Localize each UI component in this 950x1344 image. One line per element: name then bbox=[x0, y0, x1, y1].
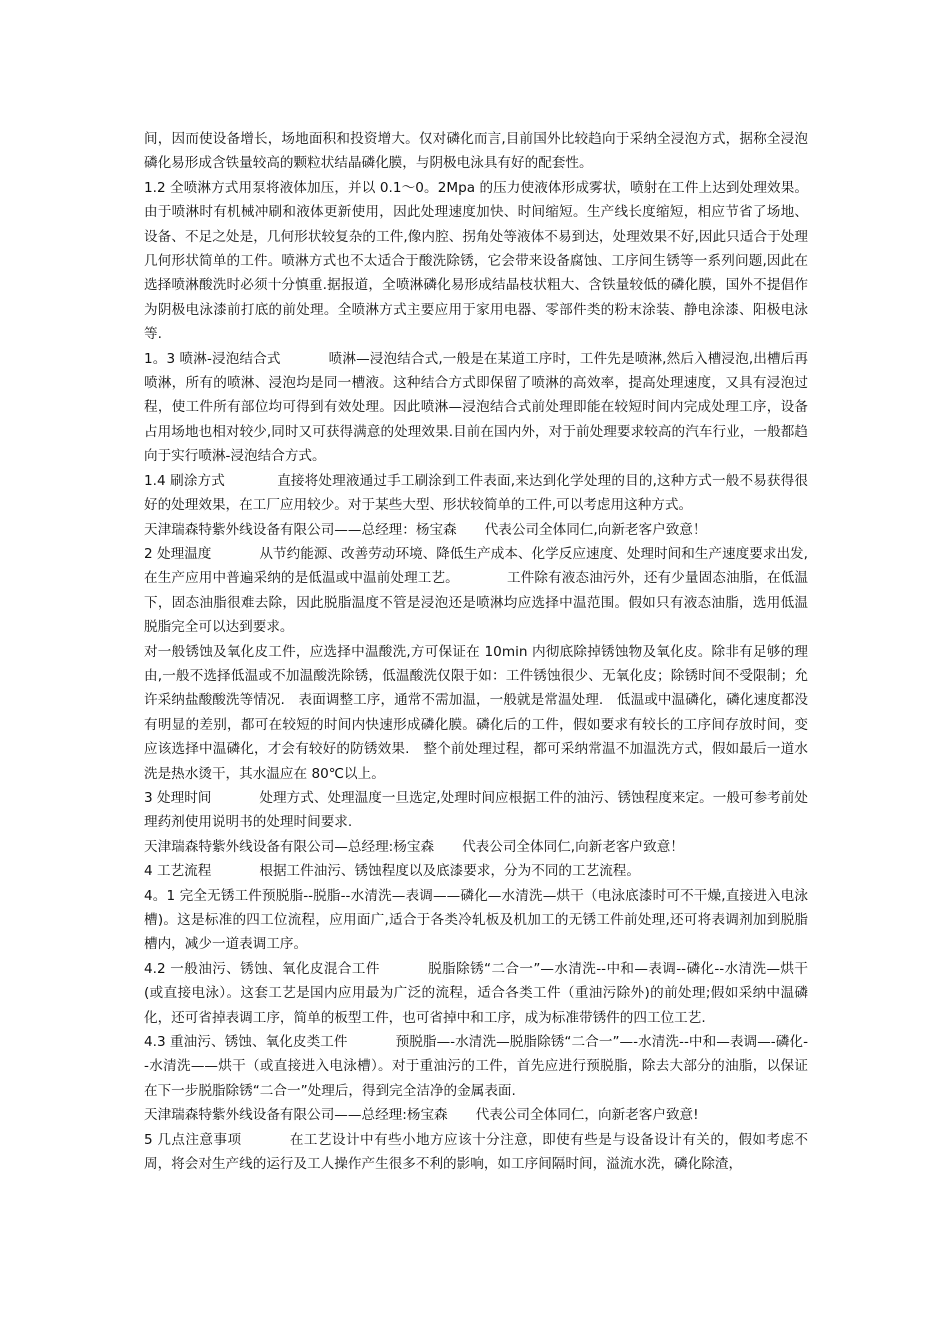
company-line: 天津瑞森特紫外线设备有限公司——总经理：杨宝森 bbox=[144, 521, 457, 538]
paragraph-text: 对一般锈蚀及氧化皮工件，应选择中温酸洗,方可保证在 10min 内彻底除掉锈蚀物及氧化皮。除非有足够的理由,一般不选择低温或不加温酸洗除锈，低温酸洗仅限于如：工件锈蚀很少、无氧化皮；除锈时间不受限制；允许采纳盐酸酸洗等情况. 表面调整工序，通常不需加温，一般就是常温处理. 低温或中温磷化，磷化速度都没有明显的差别，都可在较短的时间内快速形成磷化膜。磷化后的工件，假如要求有较长的工序间存放时间，变应该选择中温磷化，才会有较好的防锈效果. 整个前处理过程，都可采纳常温不加温洗方式，假如最后一道水洗是热水烫干，其水温应在 80℃以上。 bbox=[144, 643, 808, 782]
paragraph-flow-4-3 bbox=[144, 1030, 808, 1103]
paragraph-text: 喷淋—浸泡结合式,一般是在某道工序时，工件先是喷淋,然后入槽浸泡,出槽后再喷淋，所有的喷淋、浸泡均是同一槽液。这种结合方式即保留了喷淋的高效率，提高处理速度，又具有浸泡过程，使工件所有部位均可得到有效处理。因此喷淋—浸泡结合式前处理即能在较短时间内完成处理工序，设备占用场地也相对较少,同时又可获得满意的处理效果.目前在国内外，对于前处理要求较高的汽车行业，一般都趋向于实行喷淋-浸泡结合方式。 bbox=[144, 350, 808, 465]
section-heading: 2 处理温度 bbox=[144, 545, 212, 562]
paragraph-flow-4-1 bbox=[144, 884, 808, 957]
paragraph-text: 在工艺设计中有些小地方应该十分注意，即使有些是与设备设计有关的，假如考虑不周，将会对生产线的运行及工人操作产生很多不利的影响，如工序间隔时间，溢流水洗，磷化除渣， bbox=[144, 1131, 808, 1173]
paragraph-process-flow bbox=[144, 859, 808, 883]
section-heading: 1。3 喷淋-浸泡结合式 bbox=[144, 350, 281, 367]
greeting-text: 代表公司全体同仁，向新老客户致意! bbox=[475, 1107, 699, 1124]
paragraph-flow-4-2 bbox=[144, 957, 808, 1030]
section-heading: 1.4 刷涂方式 bbox=[144, 472, 226, 489]
paragraph-text: 间，因而使设备增长，场地面积和投资增大。仅对磷化而言,目前国外比较趋向于采纳全浸泡方式，据称全浸泡磷化易形成含铁量较高的颗粒状结晶磷化膜，与阴极电泳具有好的配套性。 bbox=[144, 131, 808, 172]
paragraph-pickling bbox=[144, 640, 808, 786]
paragraph-spray-immersion bbox=[144, 347, 808, 469]
paragraph-notes bbox=[144, 1128, 808, 1177]
company-greeting-3 bbox=[144, 1103, 808, 1127]
paragraph-text: 脱脂除锈“二合一”—水清洗--中和—表调--磷化--水清洗—烘干(或直接电泳）。这套工艺是国内应用最为广泛的流程，适合各类工件（重油污除外)的前处理;假如采纳中温磷化，还可省掉表调工序，简单的板型工件，也可省掉中和工序，成为标准带锈件的四工位工艺. bbox=[144, 960, 808, 1026]
paragraph-temperature bbox=[144, 542, 808, 640]
section-heading: 4.3 重油污、锈蚀、氧化皮类工件 bbox=[144, 1034, 348, 1051]
greeting-text: 代表公司全体同仁,向新老客户致意！ bbox=[462, 838, 684, 855]
section-heading: 4.2 一般油污、锈蚀、氧化皮混合工件 bbox=[144, 960, 380, 977]
paragraph-text: 处理方式、处理温度一旦选定,处理时间应根据工件的油污、锈蚀程度来定。一般可参考前处理药剂使用说明书的处理时间要求. bbox=[144, 789, 808, 831]
section-heading: 3 处理时间 bbox=[144, 789, 212, 806]
paragraph-text: 1.2 全喷淋方式用泵将液体加压，并以 0.1～0。2Mpa 的压力使液体形成雾状，喷射在工件上达到处理效果。由于喷淋时有机械冲刷和液体更新使用，因此处理速度加快、时间缩短。生产线长度缩短，相应节省了场地、设备、不足之处是，几何形状较复杂的工件,像内腔、拐角处等液体不易到达，处理效果不好,因此只适合于处理几何形状简单的工件。喷淋方式也不太适合于酸洗除锈，它会带来设备腐蚀、工序间生锈等一系列问题,因此在选择喷淋酸洗时必须十分慎重.据报道，全喷淋磷化易形成结晶枝状粗大、含铁量较低的磷化膜，国外不提倡作为阴极电泳漆前打底的前处理。全喷淋方式主要应用于家用电器、零部件类的粉末涂装、静电涂漆、阳极电泳等. bbox=[144, 179, 808, 343]
paragraph-time bbox=[144, 786, 808, 835]
company-line: 天津瑞森特紫外线设备有限公司——总经理:杨宝森 bbox=[144, 1107, 448, 1124]
paragraph-spray bbox=[144, 176, 808, 347]
company-line: 天津瑞森特紫外线设备有限公司—总经理:杨宝森 bbox=[144, 838, 435, 855]
company-greeting-1 bbox=[144, 518, 808, 542]
paragraph-text: 从节约能源、改善劳动环境、降低生产成本、化学反应速度、处理时间和生产速度要求出发,在生产应用中普遍采纳的是低温或中温前处理工艺。 bbox=[144, 545, 808, 587]
paragraph-text: 根据工件油污、锈蚀程度以及底漆要求，分为不同的工艺流程。 bbox=[259, 863, 640, 880]
section-heading: 5 几点注意事项 bbox=[144, 1131, 242, 1148]
paragraph-text: 工件除有液态油污外，还有少量固态油脂，在低温下，固态油脂很难去除，因此脱脂温度不管是浸泡还是喷淋均应选择中温范围。假如只有液态油脂，选用低温脱脂完全可以达到要求。 bbox=[144, 570, 808, 636]
paragraph-brushing bbox=[144, 469, 808, 518]
document-page bbox=[144, 127, 808, 1176]
company-greeting-2 bbox=[144, 835, 808, 859]
paragraph-text: 4。1 完全无锈工件预脱脂--脱脂--水清洗—表调——磷化—水清洗—烘干（电泳底漆时可不干燥,直接进入电泳槽)。这是标准的四工位流程，应用面广,适合于各类冷轧板及机加工的无锈工件前处理,还可将表调剂加到脱脂槽内，减少一道表调工序。 bbox=[144, 887, 808, 953]
paragraph-text: 直接将处理液通过手工刷涂到工件表面,来达到化学处理的目的,这种方式一般不易获得很好的处理效果，在工厂应用较少。对于某些大型、形状较简单的工件,可以考虑用这种方式。 bbox=[144, 472, 808, 514]
paragraph-immersion-tail bbox=[144, 127, 808, 176]
section-heading: 4 工艺流程 bbox=[144, 863, 212, 880]
greeting-text: 代表公司全体同仁,向新老客户致意！ bbox=[484, 521, 707, 538]
paragraph-text: 预脱脂—-水清洗—脱脂除锈“二合一”—-水清洗--中和—表调—-磷化--水清洗——烘干（或直接进入电泳槽）。对于重油污的工件，首先应进行预脱脂，除去大部分的油脂，以保证在下一步脱脂除锈“二合一”处理后，得到完全洁净的金属表面. bbox=[144, 1034, 808, 1099]
